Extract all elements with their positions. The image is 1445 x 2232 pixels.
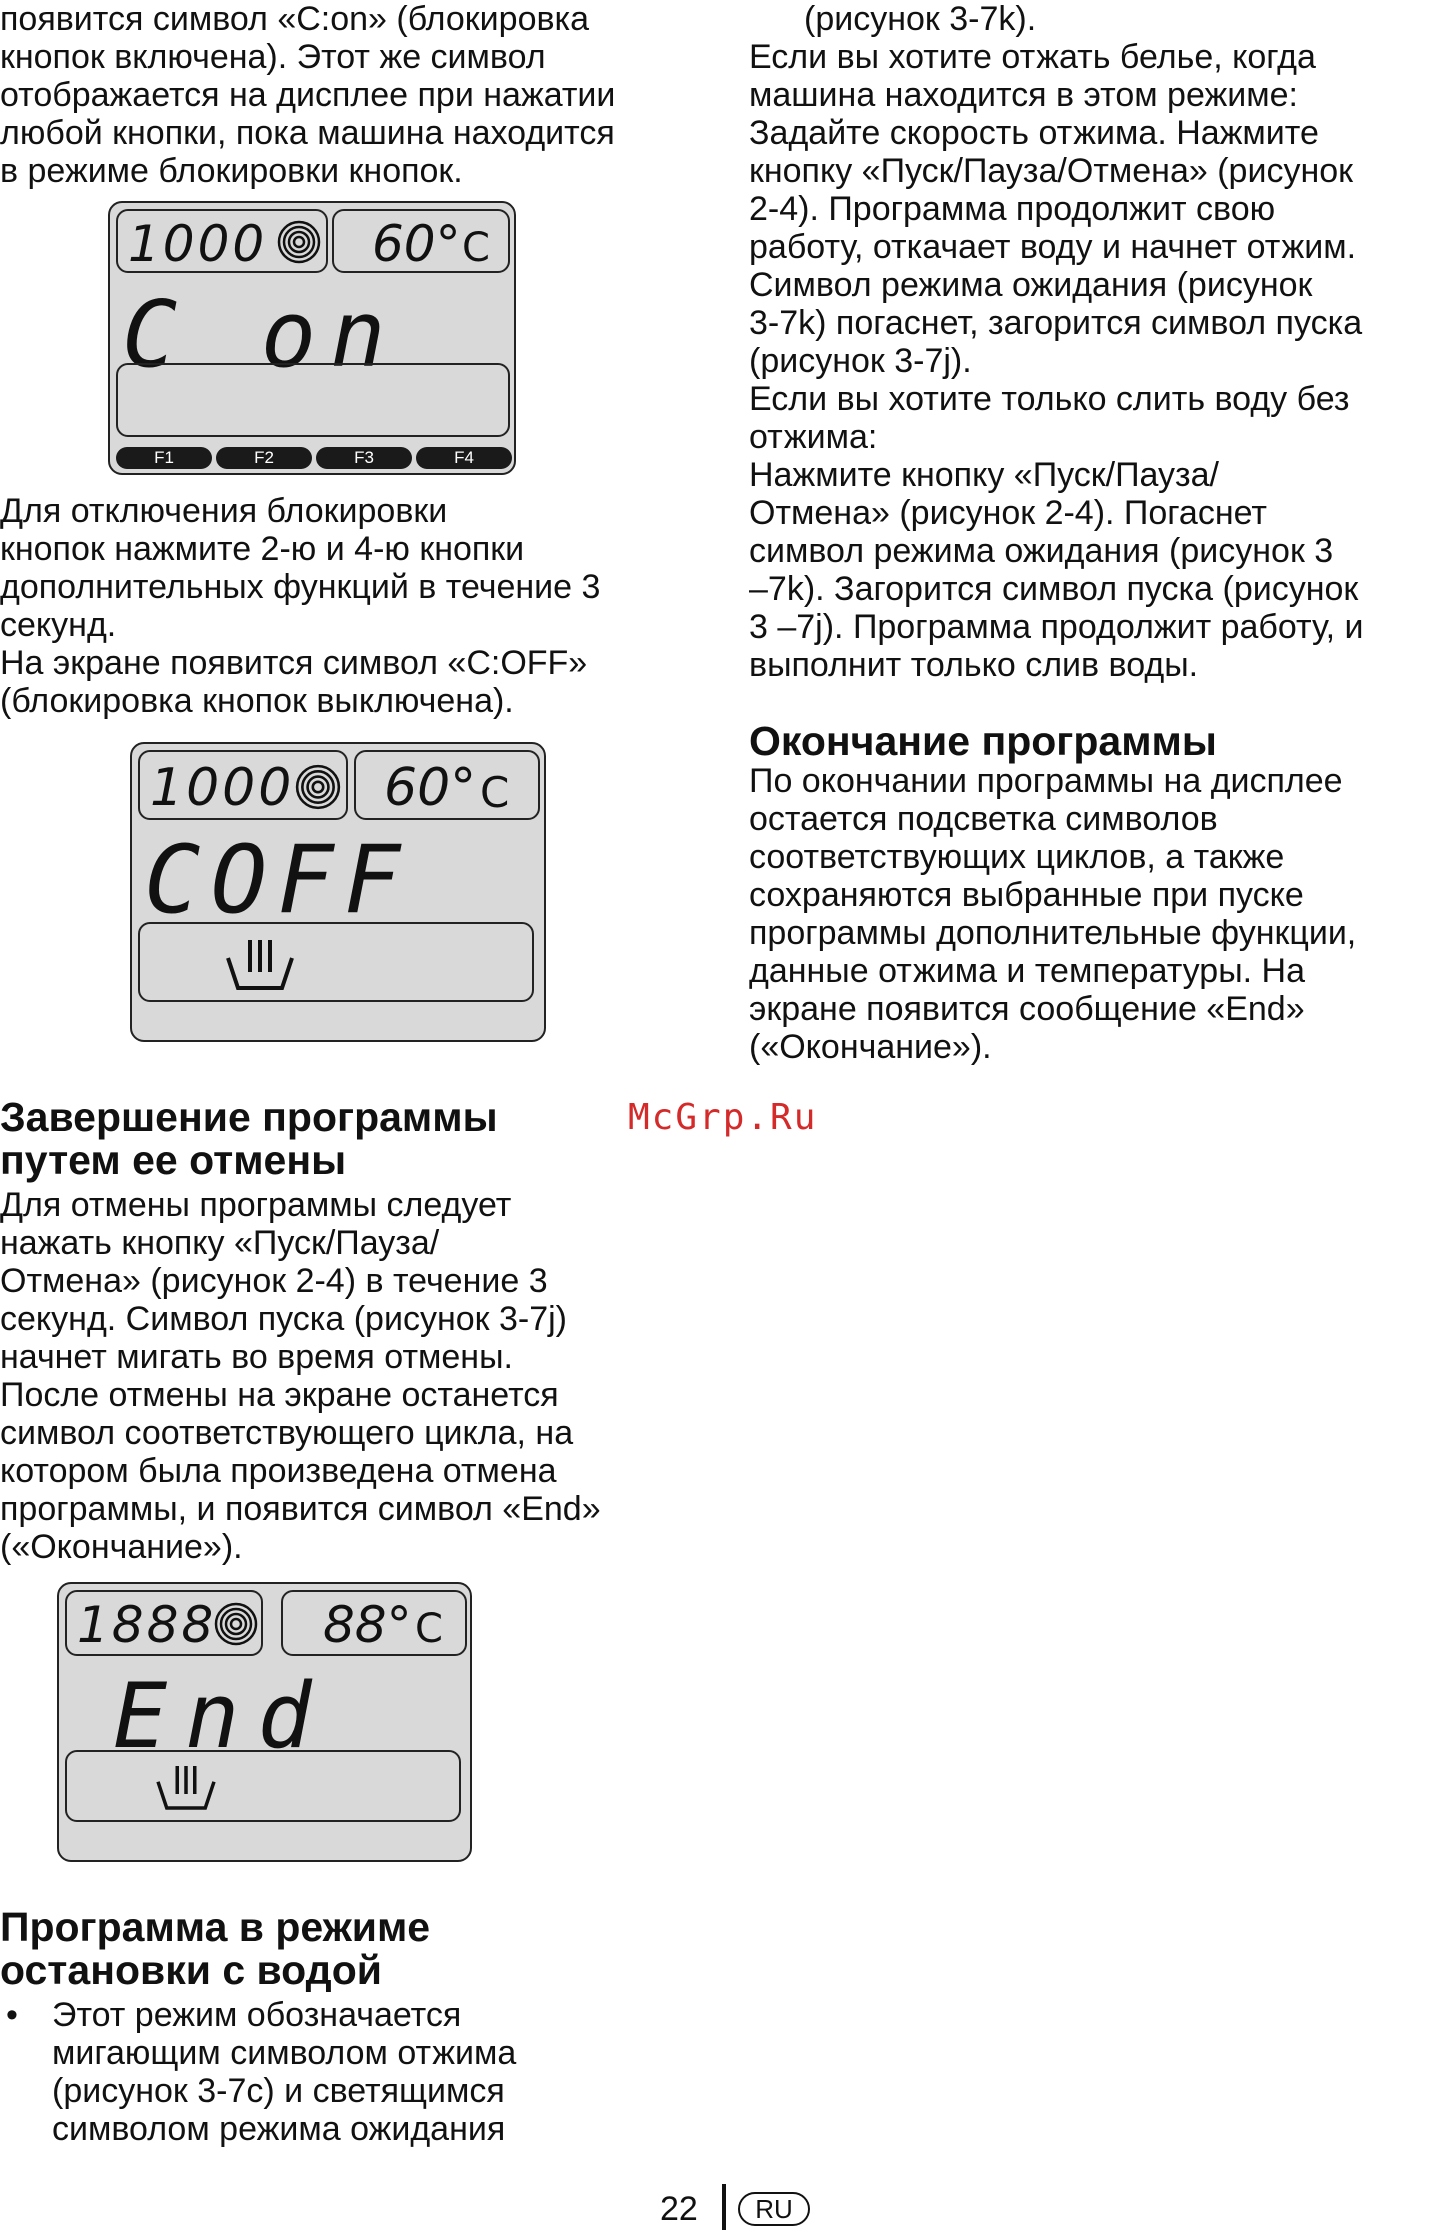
spin-speed-value: 1000: [128, 215, 268, 273]
temperature-value: 60°: [384, 758, 477, 818]
cycle-symbol-box: [138, 922, 534, 1002]
f1-label: F1: [116, 447, 212, 469]
temperature-value: 60°: [372, 215, 461, 273]
spin-icon: [213, 1601, 259, 1647]
paragraph-lock-off: Для отключения блокировки кнопок нажмите 2-ю и 4-ю кнопки дополнительных функций в течение 3 секунд. На экране появится символ «C:OFF» (блокировка кнопок выключена).: [0, 492, 601, 720]
bullet-text: Этот режим обозначается мигающим символом отжима (рисунок 3-7c) и светящимся символом режима ожидания: [52, 1996, 517, 2148]
lcd-main-text: C on: [122, 281, 400, 388]
lcd-display-end: [57, 1582, 472, 1862]
spin-icon: [276, 219, 322, 265]
f2-label: F2: [216, 447, 312, 469]
language-badge: RU: [738, 2192, 810, 2226]
temperature-unit: C: [415, 1606, 443, 1652]
paragraph-program-end: По окончании программы на дисплее остается подсветка символов соответствующих циклов, а также сохраняются выбранные при пуске программы дополнительные функции, данные отжима и температуры. На экране появится сообщение «End» («Окончание»).: [749, 762, 1357, 1066]
paragraph-spin-drain: Если вы хотите отжать белье, когда машина находится в этом режиме: Задайте скорость отжима. Нажмите кнопку «Пуск/Пауза/Отмена» (рисунок 2-4). Программа продолжит свою работу, откачает воду и начнет отжим. Символ режима ожидания (рисунок 3-7k) погаснет, загорится символ пуска (рисунок 3-7j). Если вы хотите только слить воду без отжима: Нажмите кнопку «Пуск/Пауза/ Отмена» (рисунок 2-4). Погаснет символ режима ожидания (рисунок 3 –7k). Загорится символ пуска (рисунок 3 –7j). Программа продолжит работу, и выполнит только слив воды.: [749, 38, 1364, 684]
spin-speed-box: [65, 1590, 263, 1656]
spin-speed-value: 1000: [150, 758, 295, 818]
temperature-box: [332, 209, 510, 273]
spin-speed-box: [138, 750, 348, 820]
page-footer: [0, 2190, 1445, 2230]
f3-label: F3: [316, 447, 412, 469]
cycle-symbol-box: [116, 363, 510, 437]
heading-program-end: Окончание программы: [749, 718, 1217, 764]
temperature-value: 88°: [323, 1596, 412, 1654]
temperature-unit: C: [462, 225, 490, 271]
cycle-symbol-box: [65, 1750, 461, 1822]
function-button-bar: [110, 443, 514, 473]
f4-label: F4: [416, 447, 512, 469]
lcd-display-lock-on: [108, 201, 516, 475]
page-number: 22: [660, 2190, 698, 2228]
spin-icon: [294, 763, 342, 811]
temperature-box: [281, 1590, 467, 1656]
lcd-main-text: COFF: [144, 826, 411, 935]
spin-speed-box: [116, 209, 328, 273]
basin-icon: [220, 934, 300, 994]
bullet-item: [0, 1996, 700, 2148]
lcd-main-text: End: [113, 1664, 330, 1769]
bullet-mark: •: [6, 1996, 18, 2034]
temperature-box: [354, 750, 540, 820]
paragraph-cancel: Для отмены программы следует нажать кнопку «Пуск/Пауза/ Отмена» (рисунок 2-4) в течение 3 секунд. Символ пуска (рисунок 3-7j) начнет мигать во время отмены. После отмены на экране останется символ соответствующего цикла, на котором была произведена отмена программы, и появится символ «End» («Окончание»).: [0, 1186, 601, 1566]
paragraph-lock-on: появится символ «C:on» (блокировка кнопок включена). Этот же символ отображается на дисплее при нажатии любой кнопки, пока машина находится в режиме блокировки кнопок.: [0, 0, 616, 190]
paragraph-figure-ref: (рисунок 3-7k).: [804, 0, 1037, 38]
lcd-display-lock-off: [130, 742, 546, 1042]
watermark-text: McGrp.Ru: [628, 1097, 818, 1138]
spin-speed-value: 1888: [77, 1596, 217, 1654]
heading-water-stop: Программа в режиме остановки с водой: [0, 1904, 431, 1993]
temperature-unit: C: [480, 768, 510, 817]
basin-icon: [151, 1760, 221, 1814]
footer-divider: [722, 2184, 726, 2230]
heading-cancel-program: Завершение программы путем ее отмены: [0, 1094, 498, 1183]
